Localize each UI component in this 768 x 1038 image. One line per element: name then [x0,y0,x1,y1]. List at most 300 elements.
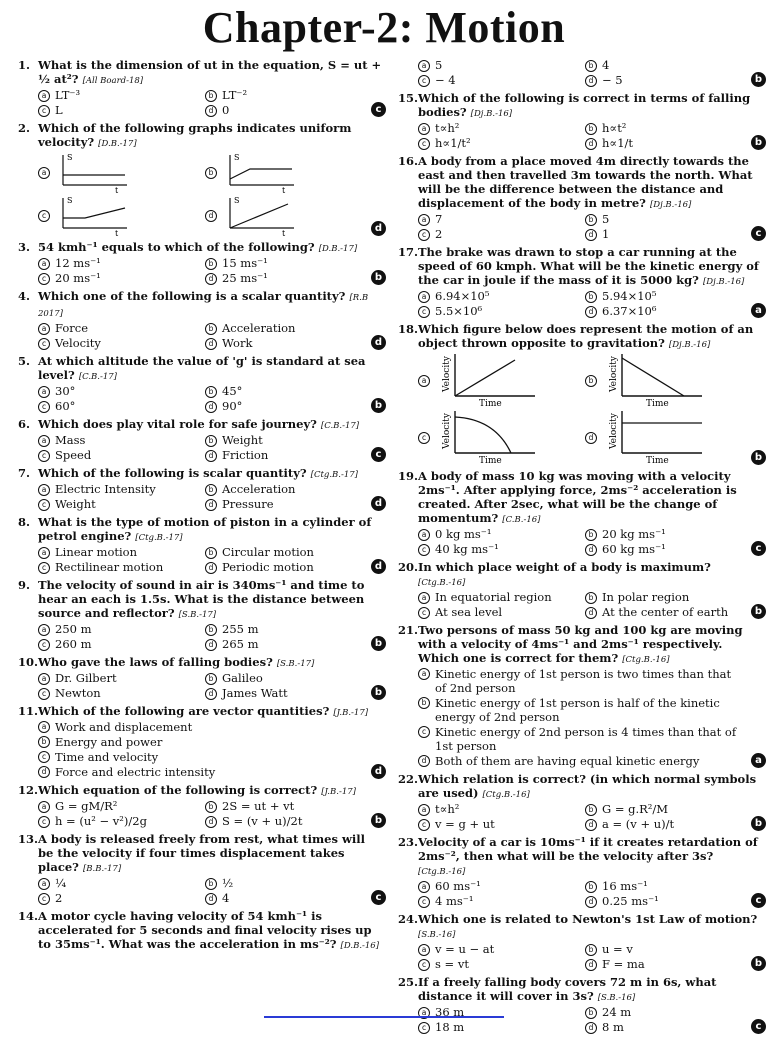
question-stem: The velocity of sound in air is 340ms⁻¹ and time to hear an each is 1.5s. What is the distance between source and reflector? [38,578,365,620]
graph-option-b[interactable] [585,352,744,408]
option-letter-circle: b [205,386,217,398]
option-a[interactable] [418,289,577,303]
option-d[interactable] [205,336,364,350]
option-letter-circle: d [205,639,217,651]
option-text: 5 [435,58,443,72]
option-text: 250 m [55,622,92,636]
option-a[interactable] [38,720,364,734]
options-grid [38,799,386,828]
question-source: [D.B.-16] [340,941,380,951]
option-letter-circle: c [38,688,50,700]
option-text: G = gM/R² [55,799,118,813]
question-stem: Which relation is correct? (in which normal symbols are used) [418,772,757,800]
option-d[interactable] [205,271,364,285]
question-header [398,975,766,1005]
option-d[interactable] [205,103,364,117]
option-c[interactable] [418,304,577,318]
option-text: 30° [55,384,76,398]
option-a[interactable] [418,667,744,695]
option-b[interactable] [585,58,744,72]
option-c[interactable] [418,957,577,971]
question-stem: A body is released freely from rest, what times will be the velocity if four times displacement takes place? [38,832,365,874]
answer-badge: b [371,636,386,651]
option-b[interactable] [585,289,744,303]
option-letter-circle: b [205,258,217,270]
option-b[interactable] [205,88,364,102]
option-c[interactable] [38,686,197,700]
question-item [18,417,386,462]
question-source: [B.B.-17] [82,864,122,874]
question-stem: 54 kmh⁻¹ equals to which of the following? [38,240,315,254]
option-c[interactable] [38,103,197,117]
axis-label-time: Time [646,399,669,408]
option-letter-circle: c [418,432,430,444]
option-b[interactable] [585,121,744,135]
graph-q2-2 [55,194,135,236]
options-grid [418,879,766,908]
option-text: a = (v + u)/t [602,817,675,831]
option-a[interactable] [38,671,197,685]
option-a[interactable] [418,58,577,72]
question-header [18,783,386,799]
question-source: [D.B.-17] [98,139,137,149]
question-item [398,91,766,150]
option-text: 36 m [435,1005,465,1019]
option-letter-circle: a [418,529,430,541]
graph-option-c[interactable] [38,194,197,236]
option-letter-circle: a [418,944,430,956]
option-b[interactable] [205,545,364,559]
option-b[interactable] [585,527,744,541]
question-number: 9. [18,578,31,592]
question-text [418,912,766,942]
question-number: 7. [18,466,31,480]
question-text [418,560,766,590]
option-b[interactable] [38,735,364,749]
question-stem: A body of mass 10 kg was moving with a velocity 2ms⁻¹. After applying force, 2ms⁻² acceleration is created. After 2sec, what will be the change of momentum? [418,469,737,525]
axis-label-s: S [234,153,240,162]
option-a[interactable] [418,212,577,226]
graph-option-a[interactable] [418,352,577,408]
graph-option-a[interactable] [38,151,197,193]
option-c[interactable] [38,271,197,285]
question-stem: Which of the following is scalar quantity? [38,466,307,480]
option-text: Time and velocity [55,750,159,764]
question-header [18,704,386,720]
option-c[interactable] [38,399,197,413]
answer-badge: d [371,221,386,236]
option-text: 45° [222,384,243,398]
option-d[interactable] [585,136,744,150]
option-text: − 4 [435,73,456,87]
option-letter-circle: a [38,323,50,335]
axis-label-velocity: Velocity [442,413,452,449]
options-grid [38,720,386,779]
option-b[interactable] [585,802,744,816]
option-letter-circle: a [418,592,430,604]
graph-option-b[interactable] [205,151,364,193]
option-b[interactable] [205,321,364,335]
option-d[interactable] [418,754,744,768]
option-b[interactable] [205,384,364,398]
axis-label-velocity: Velocity [609,413,619,449]
option-text: Kinetic energy of 2nd person is 4 times than that of 1st person [435,725,737,753]
option-text: Pressure [222,497,274,511]
option-text: Electric Intensity [55,482,156,496]
option-a[interactable] [38,876,197,890]
option-a[interactable] [418,121,577,135]
option-a[interactable] [418,802,577,816]
option-letter-circle: a [38,90,50,102]
question-number: 19. [398,469,419,483]
option-a[interactable] [418,879,577,893]
question-number: 15. [398,91,419,105]
options-grid [418,1005,766,1034]
option-text: 1 [602,227,610,241]
option-c[interactable] [418,227,577,241]
option-text: 90° [222,399,243,413]
question-stem: If a freely falling body covers 72 m in 6s, what distance it will cover in 3s? [418,975,717,1003]
question-item [398,835,766,908]
option-text: 60 ms⁻¹ [435,879,481,893]
question-text [38,832,386,876]
option-letter-circle: d [585,432,597,444]
option-a[interactable] [38,622,197,636]
option-letter-circle: a [38,624,50,636]
answer-badge: a [751,753,766,768]
option-text: Periodic motion [222,560,314,574]
option-text: Both of them are having equal kinetic energy [435,754,700,768]
question-number: 14. [18,909,39,923]
option-a[interactable] [418,590,577,604]
question-header [398,560,766,590]
option-letter-circle: c [38,401,50,413]
option-d[interactable] [585,227,744,241]
answer-badge: c [751,893,766,908]
option-a[interactable] [38,482,197,496]
options-grid [38,433,386,462]
right-column [398,58,766,1038]
option-letter-circle: c [418,726,430,738]
option-letter-circle: b [585,944,597,956]
option-letter-circle: d [205,893,217,905]
option-d[interactable] [585,304,744,318]
option-d[interactable] [205,637,364,651]
graph-q2-3 [222,194,302,236]
option-c[interactable] [418,817,577,831]
answer-badge: c [751,1019,766,1034]
options-grid [38,88,386,117]
option-d[interactable] [205,686,364,700]
option-text: Weight [222,433,263,447]
question-stem: Who gave the laws of falling bodies? [38,655,273,669]
option-c[interactable] [38,637,197,651]
option-d[interactable] [585,542,744,556]
option-d[interactable] [205,399,364,413]
question-source: [Ctg.B.-17] [310,470,358,480]
question-text [38,240,386,256]
option-text: G = g.R²/M [602,802,669,816]
option-a[interactable] [38,321,197,335]
option-b[interactable] [205,433,364,447]
question-stem: Which one is related to Newton's 1st Law of motion? [418,912,758,926]
question-header [398,322,766,352]
option-d[interactable] [585,73,744,87]
answer-badge: d [371,764,386,779]
option-d[interactable] [205,497,364,511]
question-source: [Ctg.B.-16] [482,790,530,800]
question-item [18,240,386,285]
question-source: [S.B.-17] [276,659,315,669]
option-letter-circle: c [38,450,50,462]
option-c[interactable] [418,894,577,908]
option-b[interactable] [205,482,364,496]
question-header [398,245,766,289]
option-c[interactable] [418,542,577,556]
question-header [18,466,386,482]
answer-badge: d [371,335,386,350]
question-stem: Velocity of a car is 10ms⁻¹ if it creates retardation of 2ms⁻², then what will be the velocity after 3s? [418,835,758,863]
question-text [38,515,386,545]
question-number: 13. [18,832,39,846]
option-b[interactable] [205,671,364,685]
option-letter-circle: b [38,736,50,748]
option-letter-circle: d [205,105,217,117]
option-b[interactable] [205,799,364,813]
option-c[interactable] [418,73,577,87]
option-a[interactable] [418,527,577,541]
question-item [18,832,386,905]
option-c[interactable] [38,891,197,905]
option-b[interactable] [418,696,744,724]
option-text: Work [222,336,253,350]
option-c[interactable] [38,336,197,350]
option-a[interactable] [38,256,197,270]
question-number: 5. [18,354,31,368]
option-c[interactable] [418,1020,577,1034]
question-item [18,578,386,651]
question-header [18,289,386,321]
option-letter-circle: c [38,751,50,763]
question-stem: What is the type of motion of piston in a cylinder of petrol engine? [38,515,372,543]
answer-badge: b [371,270,386,285]
axis-label-time: Time [479,456,502,465]
option-letter-circle: d [38,766,50,778]
option-c[interactable] [38,448,197,462]
option-text: 0.25 ms⁻¹ [602,894,659,908]
question-header [398,623,766,667]
answer-badge: b [751,72,766,87]
axis-label-velocity: Velocity [442,356,452,392]
graph-q18-1 [602,352,712,408]
option-letter-circle: c [418,896,430,908]
option-b[interactable] [585,879,744,893]
option-d[interactable] [205,448,364,462]
option-text: ½ [222,876,234,890]
option-letter-circle: b [205,435,217,447]
option-letter-circle: b [585,1007,597,1019]
question-number: 17. [398,245,419,259]
question-stem: Which of the following is correct in terms of falling bodies? [418,91,751,119]
question-text [38,704,386,720]
option-text: Speed [55,448,92,462]
question-header [18,515,386,545]
question-item [18,121,386,236]
question-source: [Dj.B.-16] [668,340,711,350]
option-text: h = (u² − v²)/2g [55,814,147,828]
option-text: t∝h² [435,121,460,135]
option-text: 12 ms⁻¹ [55,256,101,270]
options-grid [38,876,386,905]
footer-link-line[interactable] [264,1016,504,1018]
option-text: Acceleration [222,321,296,335]
option-b[interactable] [585,942,744,956]
option-letter-circle: c [38,562,50,574]
option-text: 20 kg ms⁻¹ [602,527,666,541]
option-text: 0 [222,103,230,117]
question-stem: At which altitude the value of 'g' is standard at sea level? [38,354,366,382]
options-grid [418,802,766,831]
graph-option-d[interactable] [205,194,364,236]
graph-option-d[interactable] [585,409,744,465]
option-letter-circle: b [585,881,597,893]
option-text: 60° [55,399,76,413]
graph-line [63,208,125,218]
option-c[interactable] [418,136,577,150]
option-text: 6.37×10⁶ [602,304,657,318]
option-b[interactable] [205,622,364,636]
question-item [18,58,386,117]
graph-q2-0 [55,151,135,193]
question-text [38,289,386,321]
option-text: v = g + ut [435,817,495,831]
option-text: ¼ [55,876,67,890]
option-letter-circle: b [585,529,597,541]
option-text: 0 kg ms⁻¹ [435,527,492,541]
option-c[interactable] [38,750,364,764]
option-b[interactable] [205,256,364,270]
option-letter-circle: d [585,607,597,619]
question-item [18,704,386,779]
option-b[interactable] [585,1005,744,1019]
option-b[interactable] [585,590,744,604]
option-letter-circle: a [418,214,430,226]
option-b[interactable] [585,212,744,226]
question-number: 24. [398,912,419,926]
option-letter-circle: b [585,214,597,226]
axis-label-velocity: Velocity [609,356,619,392]
option-text: At the center of earth [602,605,729,619]
option-text: h∝1/t [602,136,634,150]
option-text: 24 m [602,1005,632,1019]
option-text: Acceleration [222,482,296,496]
option-text: Newton [55,686,101,700]
question-source: [S.B.-17] [178,610,217,620]
axis-label-s: S [67,153,73,162]
question-stem: What is the dimension of ut in the equation, S = ut + ½ at²? [38,58,382,86]
question-source: [Ctg.B.-16] [622,655,670,665]
question-header [18,121,386,151]
question-header [398,154,766,212]
question-item [398,772,766,831]
option-text: L [55,103,63,117]
option-a[interactable] [38,433,197,447]
option-text: h∝1/t² [435,136,471,150]
option-d[interactable] [585,957,744,971]
option-letter-circle: a [38,167,50,179]
answer-badge: a [751,303,766,318]
question-number: 23. [398,835,419,849]
question-text [418,322,766,352]
option-d[interactable] [205,814,364,828]
option-letter-circle: d [585,544,597,556]
option-text: 5 [602,212,610,226]
option-d[interactable] [38,765,364,779]
option-c[interactable] [38,497,197,511]
question-text [418,245,766,289]
option-a[interactable] [38,384,197,398]
option-letter-circle: a [418,123,430,135]
options-grid [418,942,766,971]
option-letter-circle: c [38,105,50,117]
option-text: Velocity [55,336,101,350]
option-letter-circle: c [38,499,50,511]
option-c[interactable] [38,560,197,574]
option-d[interactable] [205,891,364,905]
option-text: 60 kg ms⁻¹ [602,542,666,556]
option-text: 8 m [602,1020,624,1034]
option-c[interactable] [418,605,577,619]
option-letter-circle: d [585,75,597,87]
option-a[interactable] [38,88,197,102]
option-letter-circle: a [38,721,50,733]
option-d[interactable] [205,560,364,574]
option-d[interactable] [585,1020,744,1034]
option-letter-circle: d [585,306,597,318]
option-a[interactable] [38,545,197,559]
option-a[interactable] [38,799,197,813]
option-text: 265 m [222,637,259,651]
graph-q18-2 [435,409,545,465]
option-text: t∝h² [435,802,460,816]
option-letter-circle: d [585,229,597,241]
question-item [18,354,386,413]
option-letter-circle: d [205,273,217,285]
option-a[interactable] [418,942,577,956]
answer-badge: c [371,447,386,462]
option-text: − 5 [602,73,623,87]
question-text [418,772,766,802]
graph-line [622,358,684,396]
option-d[interactable] [585,894,744,908]
answer-badge: c [371,890,386,905]
question-source: [S.B.-16] [418,930,456,940]
option-c[interactable] [38,814,197,828]
graph-option-c[interactable] [418,409,577,465]
option-text: Force [55,321,89,335]
option-b[interactable] [205,876,364,890]
option-text: James Watt [222,686,288,700]
answer-badge: c [751,541,766,556]
option-text: In polar region [602,590,690,604]
axis-label-t: t [282,229,286,236]
option-d[interactable] [585,605,744,619]
question-stem: The brake was drawn to stop a car running at the speed of 60 kmph. What will be the kinetic energy of the car in joule if the mass of it is 5000 kg? [418,245,759,287]
option-d[interactable] [585,817,744,831]
option-c[interactable] [418,725,744,753]
answer-badge: b [751,956,766,971]
question-source: [Ctg.B.-16] [418,867,466,877]
